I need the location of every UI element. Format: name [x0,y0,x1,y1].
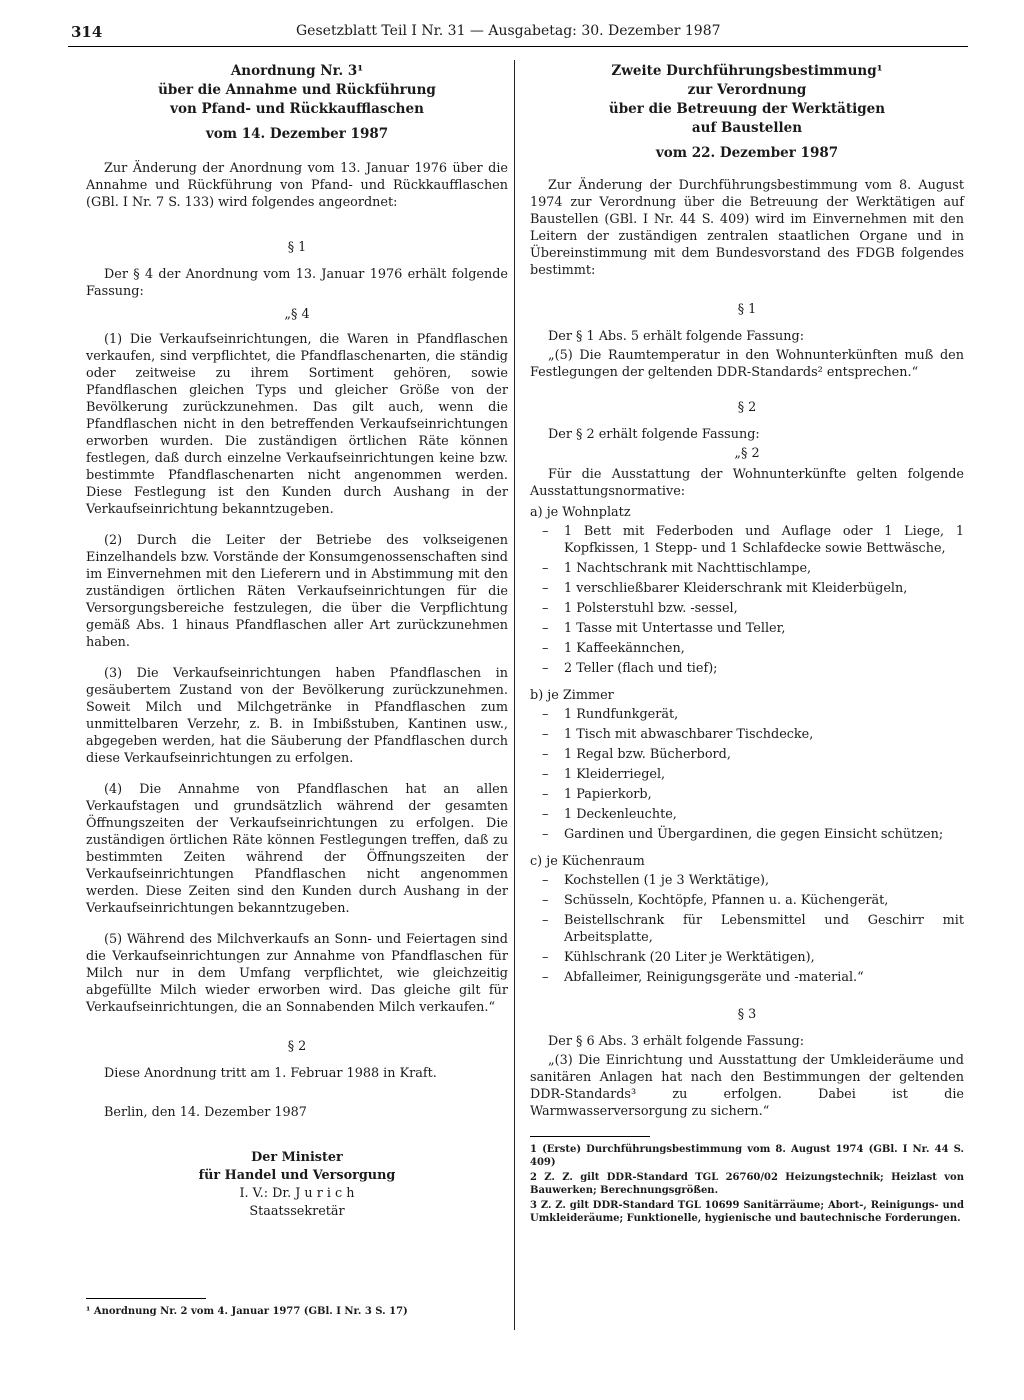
left-title-line: Anordnung Nr. 3¹ [230,63,364,79]
page-header [0,0,1024,50]
right-footnote: 3 Z. Z. gilt DDR-Standard TGL 10699 Sanitärräume; Abort-, Reinigungs- und Umkleideräume; Funktionelle, hygienische und bautechnische Forderungen. [530,1200,964,1224]
left-paragraph: (3) Die Verkaufseinrichtungen haben Pfandflaschen in gesäubertem Zustand von der Bevölkerung zurückzunehmen. Soweit Milch und Milchgetränke in Pfandflaschen zum unmittelbaren Verzehr, z. B. in Imbißstuben, Kantinen usw., abgegeben werden, hat die Säuberung der Pfandflaschen durch diese Verkaufseinrichtungen zu erfolgen. [86,666,508,766]
header-rule [68,46,968,47]
right-column [530,62,964,1227]
list-item: – 1 Rundfunkgerät, [564,706,964,723]
left-footnote-area [86,1298,508,1320]
right-section-1-quote: „(5) Die Raumtemperatur in den Wohnunterkünften muß den Festlegungen der geltenden DDR-Standards² entsprechen.“ [530,348,964,380]
right-title-line: über die Betreuung der Werktätigen [608,101,886,117]
right-section-2-text: Der § 2 erhält folgende Fassung: [548,427,760,442]
right-section-1-text: Der § 1 Abs. 5 erhält folgende Fassung: [548,329,805,344]
group-a-list [530,523,964,677]
left-footnote: ¹ Anordnung Nr. 2 vom 4. Januar 1977 (GBl. I Nr. 3 S. 17) [86,1306,408,1317]
signature-block [86,1149,508,1221]
left-section-1-heading: § 1 [287,240,307,255]
column-divider [514,60,515,1330]
list-item: – 1 Nachtschrank mit Nachttischlampe, [564,560,964,577]
right-section-2-heading: § 2 [737,400,757,415]
left-title [86,62,508,119]
list-item: – Gardinen und Übergardinen, die gegen Einsicht schützen; [564,826,964,843]
list-item: – 1 Tisch mit abwaschbarer Tischdecke, [564,726,964,743]
right-title-line: Zweite Durchführungsbestimmung¹ [611,63,883,79]
group-b-list [530,706,964,843]
list-item: – 1 Kleiderriegel, [564,766,964,783]
right-section-1-heading: § 1 [737,302,757,317]
right-intro: Zur Änderung der Durchführungsbestimmung vom 8. August 1974 zur Verordnung über die Betreuung der Werktätigen auf Baustellen (GBl. I Nr. 44 S. 409) wird im Einvernehmen mit den Leitern der zuständigen zentralen staatlichen Organe und in Übereinstimmung mit dem Bundesvorstand des FDGB folgendes bestimmt: [530,178,964,278]
right-date-line: vom 22. Dezember 1987 [655,145,839,161]
list-item: – 1 Regal bzw. Bücherbord, [564,746,964,763]
group-c-list [530,872,964,986]
right-section-3-heading: § 3 [737,1007,757,1022]
left-section-4-quote: „§ 4 [284,307,310,322]
left-date-line: vom 14. Dezember 1987 [205,126,389,142]
right-section-2-intro: Für die Ausstattung der Wohnunterkünfte gelten folgende Ausstattungsnormative: [530,467,964,499]
signature-line: Staatssekretär [249,1204,345,1219]
list-item: – Schüsseln, Kochtöpfe, Pfannen u. a. Küchengerät, [564,892,964,909]
signature-line: für Handel und Versorgung [198,1168,396,1183]
signature-line: Der Minister [251,1150,343,1165]
list-item: – 1 Tasse mit Untertasse und Teller, [564,620,964,637]
left-column [86,62,508,1221]
right-title-line: zur Verordnung [687,82,807,98]
list-item: – Kühlschrank (20 Liter je Werktätigen), [564,949,964,966]
left-section-2-text: Diese Anordnung tritt am 1. Februar 1988 in Kraft. [104,1066,437,1081]
list-item: – 1 Bett mit Federboden und Auflage oder 1 Liege, 1 Kopfkissen, 1 Stepp- und 1 Schlafdecke sowie Bettwäsche, [564,523,964,557]
list-item: – Kochstellen (1 je 3 Werktätige), [564,872,964,889]
left-title-line: von Pfand- und Rückkaufflaschen [170,101,424,117]
list-item: – 1 Polsterstuhl bzw. -sessel, [564,600,964,617]
footnote-rule [86,1298,206,1299]
running-head: Gesetzblatt Teil I Nr. 31 — Ausgabetag: 30. Dezember 1987 [296,23,721,39]
group-c-heading: c) je Küchenraum [530,854,645,869]
page-number: 314 [71,23,103,41]
place-date: Berlin, den 14. Dezember 1987 [104,1105,307,1120]
list-item: – 1 Kaffeekännchen, [564,640,964,657]
group-a-heading: a) je Wohnplatz [530,505,631,520]
left-section-2-heading: § 2 [287,1039,307,1054]
left-paragraph: (1) Die Verkaufseinrichtungen, die Waren in Pfandflaschen verkaufen, sind verpflichtet, die Pfandflaschenarten, die ständig oder zeitweise zu ihrem Sortiment gehören, sowie Pfandflaschen gleichen Typs und gleicher Größe von der Bevölkerung zurückzunehmen. Das gilt auch, wenn die Pfandflaschen nicht in den betreffenden Verkaufseinrichtungen erworben wurden. Die zuständigen örtlichen Räte können festlegen, daß durch einzelne Verkaufseinrichtungen keine bzw. bestimmte Pfandflaschenarten nicht angenommen werden. Diese Festlegung ist den Kunden durch Aushang in der Verkaufseinrichtung bekanntzugeben. [86,332,508,517]
right-section-2-quote: „§ 2 [734,446,760,461]
right-section-3-text: Der § 6 Abs. 3 erhält folgende Fassung: [548,1034,805,1049]
right-title [530,62,964,138]
list-item: – Beistellschrank für Lebensmittel und Geschirr mit Arbeitsplatte, [564,912,964,946]
list-item: – 1 Papierkorb, [564,786,964,803]
list-item: – Abfalleimer, Reinigungsgeräte und -material.“ [564,969,964,986]
left-paragraph: (2) Durch die Leiter der Betriebe des volkseigenen Einzelhandels bzw. Vorstände der Konsumgenossenschaften sind im Einvernehmen mit den Lieferern und in Abstimmung mit den zuständigen örtlichen Räten Verkaufseinrichtungen für die Versorgungsbereiche festzulegen, die über die Verpflichtung gemäß Abs. 1 hinaus Pfandflaschen aller Art zurückzunehmen haben. [86,533,508,650]
right-title-line: auf Baustellen [691,120,803,136]
left-paragraph: (4) Die Annahme von Pfandflaschen hat an allen Verkaufstagen und grundsätzlich während der gesamten Öffnungszeiten der Verkaufseinrichtungen zu erfolgen. Die zuständigen örtlichen Räte können Festlegungen treffen, daß zu bestimmten Zeiten während der Öffnungszeiten der Verkaufseinrichtungen Pfandflaschen nicht angenommen werden. Diese Zeiten sind den Kunden durch Aushang in der Verkaufseinrichtungen bekanntzugeben. [86,782,508,916]
signature-line: I. V.: Dr. J u r i c h [239,1186,355,1201]
group-b-heading: b) je Zimmer [530,688,614,703]
list-item: – 1 verschließbarer Kleiderschrank mit Kleiderbügeln, [564,580,964,597]
left-intro: Zur Änderung der Anordnung vom 13. Januar 1976 über die Annahme und Rückführung von Pfand- und Rückkaufflaschen (GBl. I Nr. 7 S. 133) wird folgendes angeordnet: [86,161,508,210]
right-footnote: 1 (Erste) Durchführungsbestimmung vom 8. August 1974 (GBl. I Nr. 44 S. 409) [530,1144,964,1168]
left-title-line: über die Annahme und Rückführung [158,82,436,98]
right-footnote: 2 Z. Z. gilt DDR-Standard TGL 26760/02 Heizungstechnik; Heizlast von Bauwerken; Berechnungsgrößen. [530,1172,964,1196]
footnote-rule [530,1136,650,1137]
left-paragraph: (5) Während des Milchverkaufs an Sonn- und Feiertagen sind die Verkaufseinrichtungen zur Annahme von Pfandflaschen für Milch nur in dem Umfang verpflichtet, wie gleichzeitig abgefüllte Milch wieder erworben wird. Das gleiche gilt für Verkaufseinrichtungen, die an Sonnabenden Milch verkaufen.“ [86,932,508,1015]
right-section-3-quote: „(3) Die Einrichtung und Ausstattung der Umkleideräume und sanitären Anlagen hat nach den Bestimmungen der geltenden DDR-Standards³ zu erfolgen. Dabei ist die Warmwasserversorgung zu sichern.“ [530,1053,964,1119]
list-item: – 2 Teller (flach und tief); [564,660,964,677]
left-section-1-text: Der § 4 der Anordnung vom 13. Januar 1976 erhält folgende Fassung: [86,267,508,299]
list-item: – 1 Deckenleuchte, [564,806,964,823]
